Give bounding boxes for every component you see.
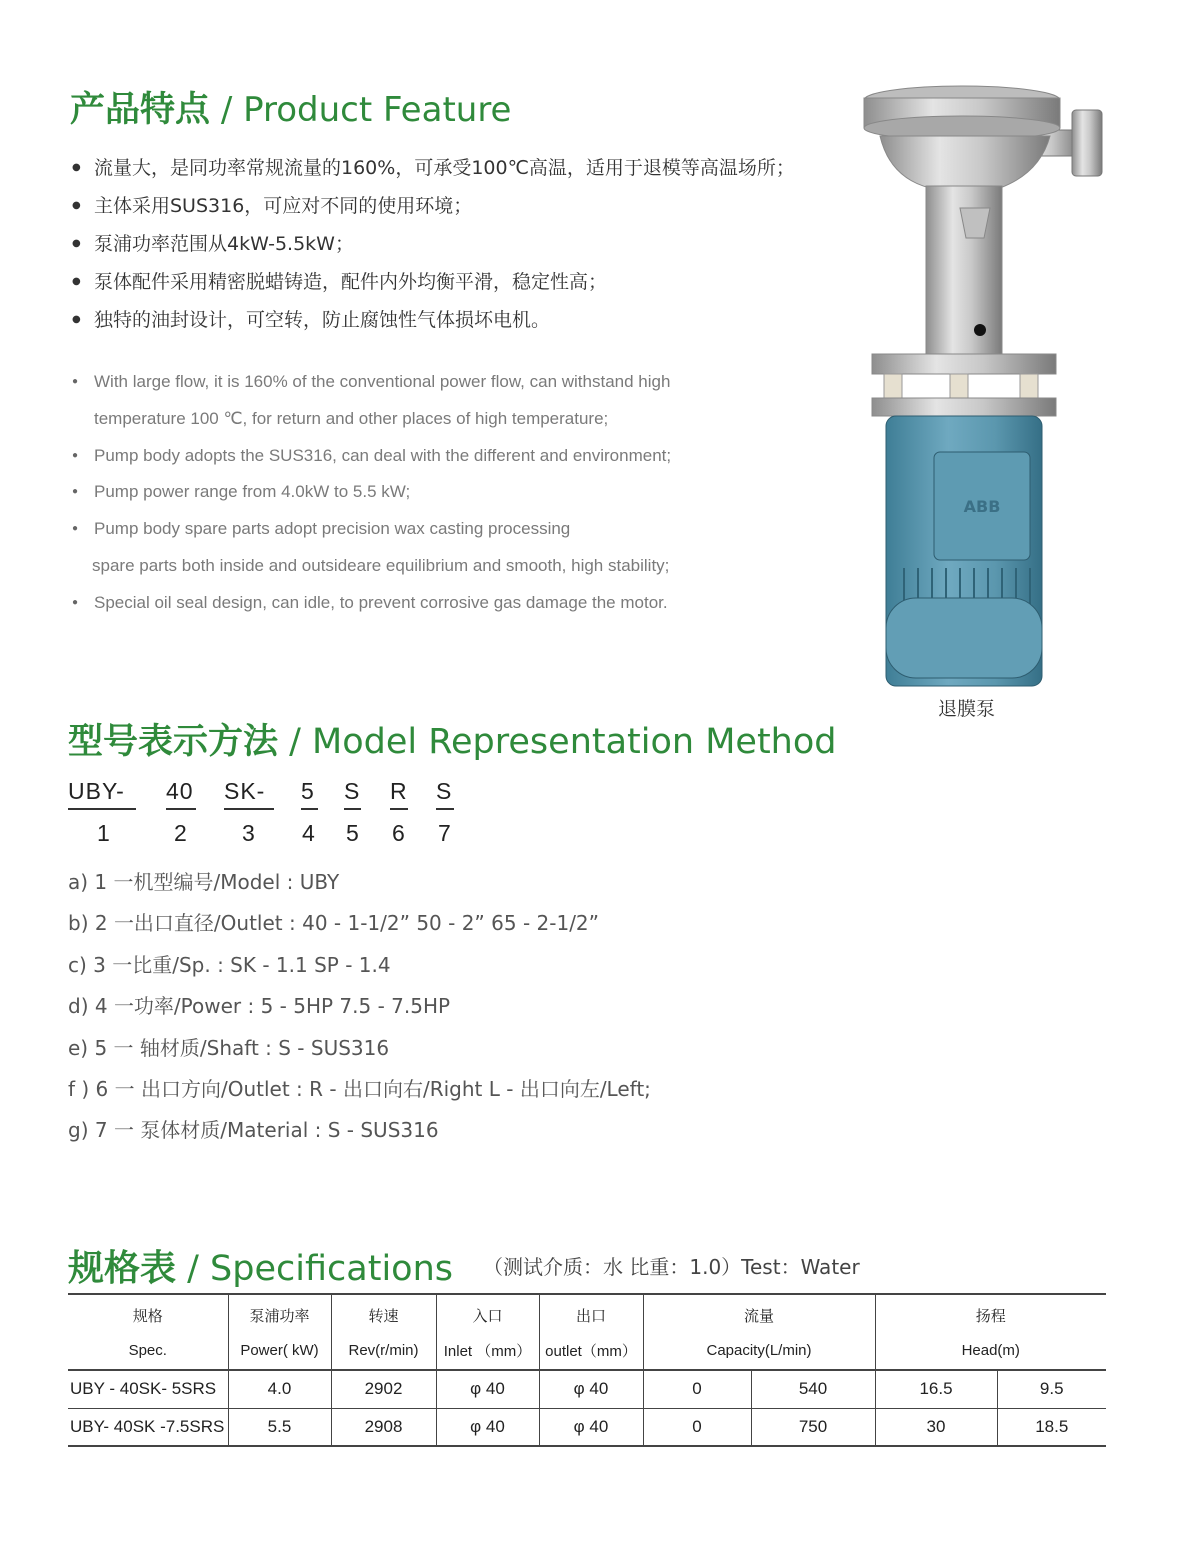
bullet-icon: ● — [72, 523, 79, 535]
feature-list-cn — [72, 152, 795, 342]
model-legend-item: d) 4 一功率/Power : 5 - 5HP 7.5 - 7.5HP — [68, 994, 451, 1019]
cell-head-max: 16.5 — [875, 1370, 997, 1408]
feature-item-cn: ● 流量大，是同功率常规流量的160%，可承受100℃高温，适用于退模等高温场所； — [72, 152, 795, 190]
bullet-icon: ● — [72, 486, 79, 498]
feature-item-cn: ● 泵体配件采用精密脱蜡铸造，配件内外均衡平滑，稳定性高； — [72, 266, 795, 304]
motor-brand-label: ABB — [963, 497, 1001, 516]
cell-outlet: φ 40 — [539, 1408, 643, 1446]
feature-item-en — [72, 438, 671, 475]
model-legend-item: g) 7 一 泵体材质/Material : S - SUS316 — [68, 1118, 439, 1143]
cell-capacity-max: 750 — [751, 1408, 875, 1446]
code-underline — [166, 808, 196, 810]
feature-item-en — [72, 511, 671, 585]
cell-capacity-min: 0 — [643, 1370, 751, 1408]
model-legend-item: e) 5 一 轴材质/Shaft : S - SUS316 — [68, 1035, 390, 1060]
model-legend-item: b) 2 一出口直径/Outlet : 40 - 1-1/2” 50 - 2” 65 - 2-1/2” — [68, 911, 600, 936]
model-code-number: 5 — [346, 820, 359, 846]
model-code-number: 2 — [174, 820, 187, 846]
feature-item-en — [72, 585, 671, 622]
feature-item-cn: ● 泵浦功率范围从4kW-5.5kW； — [72, 228, 795, 266]
code-underline — [68, 808, 136, 810]
model-code-part: 5 — [301, 778, 315, 804]
code-underline — [344, 808, 361, 810]
feature-item-cn: ● 独特的油封设计，可空转，防止腐蚀性气体损坏电机。 — [72, 304, 795, 342]
cell-model: UBY- 40SK -7.5SRS — [68, 1408, 228, 1446]
bullet-icon: ● — [72, 376, 79, 387]
bullet-icon: ● — [72, 596, 79, 608]
cell-power: 4.0 — [228, 1370, 331, 1408]
cell-model: UBY - 40SK- 5SRS — [68, 1370, 228, 1408]
model-legend-item: a) 1 一机型编号/Model : UBY — [68, 870, 340, 894]
specifications-title-cn: 规格表 — [68, 1248, 177, 1289]
header-rev-en: Rev(r/min) — [331, 1332, 436, 1370]
header-capacity-cn: 流量 — [643, 1294, 875, 1332]
cell-rev: 2908 — [331, 1408, 436, 1446]
feature-item-en-line: Pump power range from 4.0kW to 5.5 kW; — [94, 482, 411, 502]
model-code-part: UBY- — [68, 778, 125, 804]
model-code-part: S — [344, 778, 361, 804]
model-method-heading — [68, 714, 836, 764]
model-code-number: 7 — [438, 820, 451, 846]
pump-caption: 退膜泵 — [938, 698, 996, 720]
cell-head-min: 18.5 — [997, 1408, 1106, 1446]
model-code-number: 6 — [392, 820, 405, 846]
code-underline — [390, 808, 408, 810]
header-head-en: Head(m) — [875, 1332, 1106, 1370]
pump-image — [860, 78, 1110, 688]
model-code — [0, 778, 600, 812]
model-code-part: R — [390, 778, 408, 804]
header-power-en: Power( kW) — [228, 1332, 331, 1370]
cell-capacity-max: 540 — [751, 1370, 875, 1408]
code-underline — [224, 808, 274, 810]
feature-item-en — [72, 474, 671, 511]
table-row — [68, 1370, 1106, 1408]
specifications-title-en: / Specifications — [176, 1249, 454, 1289]
model-code-number: 1 — [97, 820, 110, 846]
model-code-part: S — [436, 778, 453, 804]
model-method-title-cn: 型号表示方法 — [68, 722, 279, 762]
header-outlet-en: outlet（mm） — [539, 1332, 643, 1370]
header-outlet-cn: 出口 — [539, 1294, 643, 1332]
feature-item-en-line: temperature 100 ℃, for return and other places of high temperature; — [94, 408, 609, 428]
feature-item-en-line: Pump body spare parts adopt precision wax casting processing — [94, 519, 571, 539]
model-code-numbers — [0, 820, 600, 850]
model-code-part: 40 — [166, 778, 194, 804]
model-code-part: SK- — [224, 778, 266, 804]
table-header-row-cn — [68, 1294, 1106, 1332]
cell-power: 5.5 — [228, 1408, 331, 1446]
model-legend-item: f ) 6 一 出口方向/Outlet : R - 出口向右/Right L - 出口向左/Left; — [68, 1076, 651, 1101]
header-inlet-en: Inlet （mm） — [436, 1332, 539, 1370]
header-head-cn: 扬程 — [875, 1294, 1106, 1332]
feature-list-en — [72, 364, 671, 622]
model-code-number: 3 — [242, 820, 255, 846]
product-feature-heading — [70, 82, 511, 132]
table-row — [68, 1408, 1106, 1446]
feature-item-en — [72, 364, 671, 438]
model-legend-item: c) 3 一比重/Sp. : SK - 1.1 SP - 1.4 — [68, 952, 391, 977]
cell-outlet: φ 40 — [539, 1370, 643, 1408]
cell-rev: 2902 — [331, 1370, 436, 1408]
table-header-row-en — [68, 1332, 1106, 1370]
cell-head-min: 9.5 — [997, 1370, 1106, 1408]
test-medium-note: （测试介质：水 比重：1.0）Test：Water — [483, 1255, 860, 1279]
header-rev-cn: 转速 — [331, 1294, 436, 1332]
code-underline — [301, 808, 318, 810]
feature-item-cn: ● 主体采用SUS316，可应对不同的使用环境； — [72, 190, 795, 228]
header-capacity-en: Capacity(L/min) — [643, 1332, 875, 1370]
header-inlet-cn: 入口 — [436, 1294, 539, 1332]
specifications-heading — [68, 1240, 860, 1291]
header-power-cn: 泵浦功率 — [228, 1294, 331, 1332]
cell-capacity-min: 0 — [643, 1408, 751, 1446]
cell-head-max: 30 — [875, 1408, 997, 1446]
model-legend-list — [68, 866, 651, 1156]
feature-item-en-line: spare parts both inside and outsideare equilibrium and smooth, high stability; — [92, 555, 670, 575]
header-spec-en: Spec. — [68, 1332, 228, 1370]
feature-item-en-line: Special oil seal design, can idle, to prevent corrosive gas damage the motor. — [94, 592, 668, 612]
model-code-number: 4 — [302, 820, 315, 846]
product-feature-title-cn: 产品特点 — [70, 90, 211, 130]
product-feature-title-en: / Product Feature — [210, 90, 512, 130]
cell-inlet: φ 40 — [436, 1408, 539, 1446]
specifications-table — [68, 1293, 1106, 1447]
feature-item-en-line: Pump body adopts the SUS316, can deal with the different and environment; — [94, 445, 672, 465]
code-underline — [436, 808, 454, 810]
bullet-icon: ● — [72, 449, 79, 461]
header-spec-cn: 规格 — [68, 1294, 228, 1332]
feature-item-en-line: With large flow, it is 160% of the conventional power flow, can withstand high — [94, 372, 671, 391]
cell-inlet: φ 40 — [436, 1370, 539, 1408]
model-method-title-en: / Model Representation Method — [278, 722, 837, 762]
